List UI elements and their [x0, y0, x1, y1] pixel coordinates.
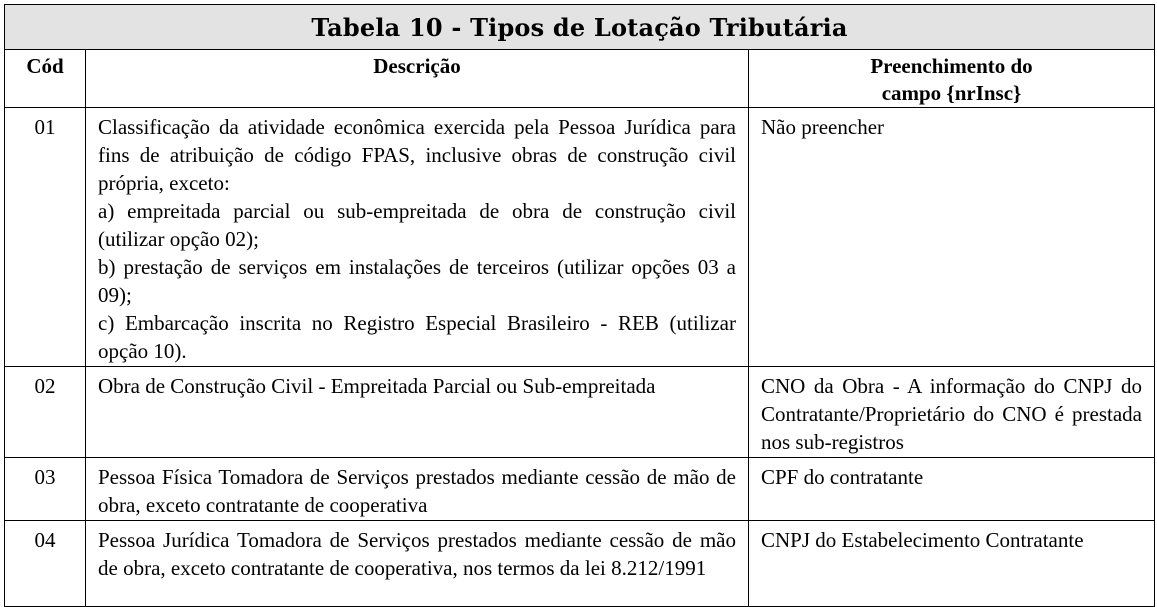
header-cod	[5, 50, 86, 108]
table-header-row	[5, 50, 1155, 108]
cod-value: 02	[34, 374, 56, 398]
header-preenchimento-line1: Preenchimento do	[870, 54, 1033, 78]
cod-cell	[5, 521, 86, 607]
cod-cell	[5, 108, 86, 367]
preenchimento-value: CPF do contratante	[761, 465, 924, 489]
cod-value: 01	[34, 115, 56, 139]
header-descricao	[86, 50, 749, 108]
header-preenchimento-line2: campo {nrInsc}	[881, 81, 1022, 105]
descricao-item-b: b) prestação de serviços em instalações de terceiros (utilizar opções 03 a 09);	[98, 255, 736, 307]
descricao-cell	[86, 458, 749, 521]
preenchimento-value: CNO da Obra - A informação do CNPJ do Contratante/Proprietário do CNO é prestada nos sub-registros	[761, 374, 1143, 454]
preenchimento-cell	[749, 458, 1155, 521]
table-row	[5, 521, 1155, 607]
descricao-paragraph: Obra de Construção Civil - Empreitada Parcial ou Sub-empreitada	[98, 374, 656, 398]
cod-value: 03	[34, 465, 56, 489]
descricao-paragraph: Pessoa Física Tomadora de Serviços prestados mediante cessão de mão de obra, exceto contratante de cooperativa	[98, 465, 736, 517]
descricao-cell	[86, 367, 749, 458]
descricao-cell	[86, 108, 749, 367]
descricao-paragraph: Pessoa Jurídica Tomadora de Serviços prestados mediante cessão de mão de obra, exceto contratante de cooperativa, nos termos da lei 8.212/1991	[98, 528, 736, 580]
table-title: Tabela 10 - Tipos de Lotação Tributária	[5, 5, 1155, 50]
cod-value: 04	[34, 528, 56, 552]
descricao-item-a: a) empreitada parcial ou sub-empreitada de obra de construção civil (utilizar opção 02);	[98, 199, 736, 251]
table-row	[5, 108, 1155, 367]
header-cod-label: Cód	[26, 54, 64, 78]
descricao-paragraph: Classificação da atividade econômica exercida pela Pessoa Jurídica para fins de atribuição de código FPAS, inclusive obras de construção civil própria, exceto:	[98, 115, 736, 195]
preenchimento-cell	[749, 521, 1155, 607]
descricao-item-c: c) Embarcação inscrita no Registro Especial Brasileiro - REB (utilizar opção 10).	[98, 311, 736, 363]
header-preenchimento	[749, 50, 1155, 108]
preenchimento-cell	[749, 367, 1155, 458]
preenchimento-cell	[749, 108, 1155, 367]
tipos-lotacao-table	[4, 4, 1155, 607]
cod-cell	[5, 458, 86, 521]
cod-cell	[5, 367, 86, 458]
table-row	[5, 458, 1155, 521]
header-descricao-label: Descrição	[373, 54, 461, 78]
preenchimento-value: CNPJ do Estabelecimento Contratante	[761, 528, 1084, 552]
table-row	[5, 367, 1155, 458]
preenchimento-value: Não preencher	[761, 115, 885, 139]
descricao-cell	[86, 521, 749, 607]
